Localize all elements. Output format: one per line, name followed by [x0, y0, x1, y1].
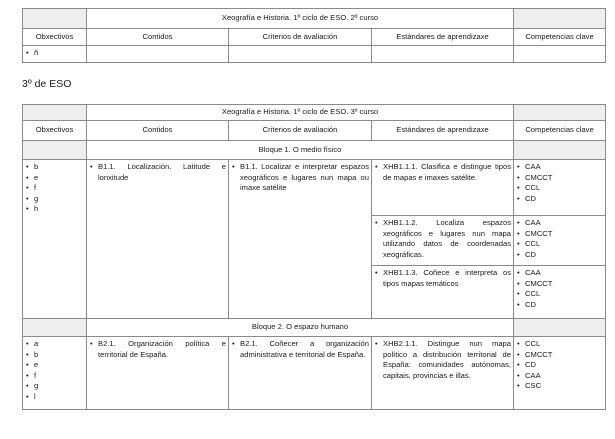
table1-corner-cell-right: [514, 9, 606, 29]
table1-obxectivos-cell: [23, 46, 87, 63]
bloque1-estandar-1: [372, 160, 514, 216]
list-item: • h: [26, 204, 84, 215]
list-item: • f: [26, 183, 84, 194]
table2-col-contidos: Contidos: [87, 121, 229, 141]
list-item: • f: [26, 371, 84, 382]
table-3rd-course: [22, 104, 606, 410]
table1-title: Xeografía e Historia. 1º ciclo de ESO. 2º curso: [87, 9, 514, 29]
list-item: • CD: [517, 360, 603, 371]
list-item: • ñ: [26, 48, 84, 59]
table2-corner-cell-right: [514, 105, 606, 121]
bloque1-competencias-3: [514, 266, 606, 319]
table1-col-contidos: Contidos: [87, 29, 229, 46]
bloque1-estandar-2: [372, 216, 514, 266]
bloque2-estandar-1: [372, 337, 514, 410]
bloque2-title: Bloque 2. O espazo humano: [87, 319, 514, 337]
list-item: • B2.1. Organización política e territorial de España.: [90, 339, 226, 360]
table1-empty-cell: [514, 46, 606, 63]
list-item: • B1.1. Localizar e interpretar espazos xeográficos e lugares nun mapa ou imaxe satélite: [232, 162, 369, 194]
bloque2-criterios-cell: [229, 337, 372, 410]
bloque1-competencias-2: [514, 216, 606, 266]
list-item: • g: [26, 194, 84, 205]
list-item: • CMCCT: [517, 279, 603, 290]
list-item: • CSC: [517, 381, 603, 392]
list-item: • CCL: [517, 183, 603, 194]
table1-col-obxectivos: Obxectivos: [23, 29, 87, 46]
list-item: • CAA: [517, 371, 603, 382]
table1-empty-cell: [229, 46, 372, 63]
table2-col-estandares: Estándares de aprendizaxe: [372, 121, 514, 141]
section-heading: 3º de ESO: [22, 78, 72, 90]
bloque1-spacer-cell-right: [514, 141, 606, 160]
list-item: • CMCCT: [517, 229, 603, 240]
list-item: • CMCCT: [517, 350, 603, 361]
list-item: • CAA: [517, 268, 603, 279]
bloque1-contidos-cell: [87, 160, 229, 319]
table1-empty-cell: [87, 46, 229, 63]
table2-title: Xeografía e Historia. 1º ciclo de ESO. 3º curso: [87, 105, 514, 121]
bloque2-obxectivos-cell: [23, 337, 87, 410]
list-item: • CCL: [517, 339, 603, 350]
bloque1-estandar-3: [372, 266, 514, 319]
list-item: • CAA: [517, 218, 603, 229]
list-item: • b: [26, 350, 84, 361]
bloque2-contidos-cell: [87, 337, 229, 410]
list-item: • e: [26, 360, 84, 371]
list-item: • CAA: [517, 162, 603, 173]
list-item: • XHB1.1.3. Coñece e interpreta os tipos mapas temáticos: [375, 268, 511, 289]
bloque2-spacer-cell-right: [514, 319, 606, 337]
list-item: • XHB2.1.1. Distingue nun mapa político a distribución territorial de España: comunidades autónomas, capitais, provincias e illas.: [375, 339, 511, 381]
table1-col-criterios: Criterios de avaliación: [229, 29, 372, 46]
table2-col-criterios: Criterios de avaliación: [229, 121, 372, 141]
list-item: • B2.1. Coñecer a organización administrativa e territorial de España.: [232, 339, 369, 360]
list-item: • a: [26, 339, 84, 350]
bloque1-obxectivos-cell: [23, 160, 87, 319]
bloque1-title: Bloque 1. O medio físico: [87, 141, 514, 160]
list-item: • l: [26, 392, 84, 403]
list-item: • CD: [517, 300, 603, 311]
list-item: • XHB1.1.2. Localiza espazos xeográficos e lugares nun mapa utilizando datos de coordenadas xeográficas.: [375, 218, 511, 260]
list-item: • CMCCT: [517, 173, 603, 184]
list-item: • CCL: [517, 239, 603, 250]
list-item: • XHB1.1.1. Clasifica e distingue tipos de mapas e imaxes satélite.: [375, 162, 511, 183]
table1-col-competencias: Competencias clave: [514, 29, 606, 46]
table1-corner-cell: [23, 9, 87, 29]
list-item: • CD: [517, 194, 603, 205]
table2-col-obxectivos: Obxectivos: [23, 121, 87, 141]
table-2nd-course: [22, 8, 606, 63]
bloque1-spacer-cell: [23, 141, 87, 160]
list-item: • b: [26, 162, 84, 173]
bloque1-competencias-1: [514, 160, 606, 216]
bloque2-competencias-1: [514, 337, 606, 410]
list-item: • e: [26, 173, 84, 184]
table1-empty-cell: [372, 46, 514, 63]
list-item: • CCL: [517, 289, 603, 300]
table2-corner-cell: [23, 105, 87, 121]
list-item: • g: [26, 381, 84, 392]
table2-col-competencias: Competencias clave: [514, 121, 606, 141]
bloque1-criterios-cell: [229, 160, 372, 319]
list-item: • B1.1. Localización. Latitude e lonxitude: [90, 162, 226, 183]
table1-col-estandares: Estándares de aprendizaxe: [372, 29, 514, 46]
bloque2-spacer-cell: [23, 319, 87, 337]
list-item: • CD: [517, 250, 603, 261]
